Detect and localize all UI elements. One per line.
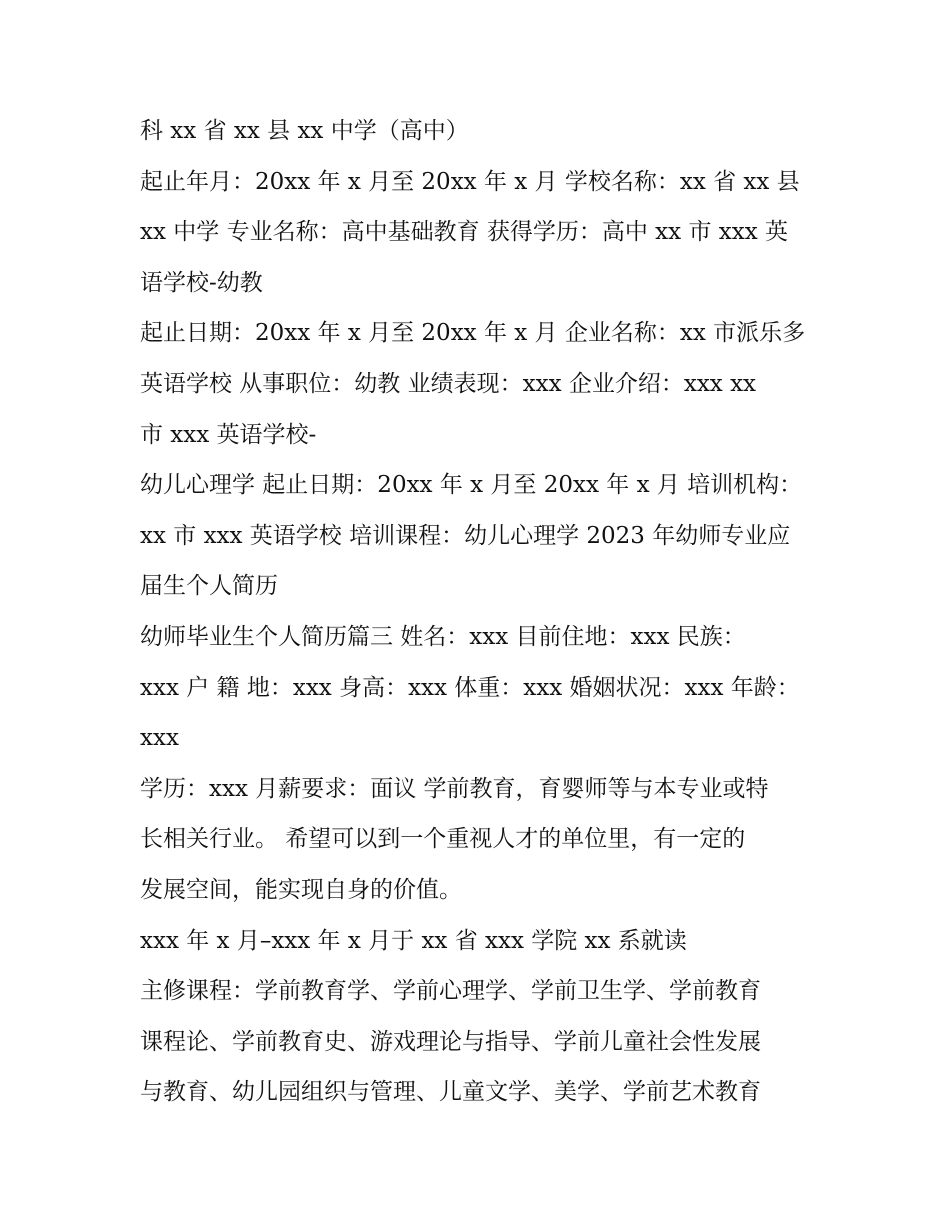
text-line: 市 xxx 英语学校- [140,421,317,448]
text-line: xxx 年 x 月–xxx 年 x 月于 xx 省 xxx 学院 xx 系就读 [140,927,687,954]
text-line: 届生个人简历 [140,573,278,600]
text-line: xxx 户 籍 地：xxx 身高：xxx 体重：xxx 婚姻状况：xxx 年龄： [140,674,800,701]
text-line: 幼儿心理学 起止日期：20xx 年 x 月至 20xx 年 x 月 培训机构： [140,472,803,499]
text-line: 发展空间，能实现自身的价值。 [140,876,462,903]
text-line: 起止年月：20xx 年 x 月至 20xx 年 x 月 学校名称：xx 省 xx 县 [140,168,800,195]
text-line: 课程论、学前教育史、游戏理论与指导、学前儿童社会性发展 [140,1028,761,1055]
text-line: 幼师毕业生个人简历篇三 姓名：xxx 目前住地：xxx 民族： [140,623,746,650]
text-line: 起止日期：20xx 年 x 月至 20xx 年 x 月 企业名称：xx 市派乐多 [140,320,806,347]
text-line: 科 xx 省 xx 县 xx 中学（高中） [140,118,469,144]
text-line: xx 中学 专业名称：高中基础教育 获得学历：高中 xx 市 xxx 英 [140,219,788,246]
document-body [140,106,820,1118]
text-line: xx 市 xxx 英语学校 培训课程：幼儿心理学 2023 年幼师专业应 [140,522,791,549]
text-line: 与教育、幼儿园组织与管理、儿童文学、美学、学前艺术教育 [140,1079,761,1106]
text-line: 长相关行业。 希望可以到一个重视人才的单位里，有一定的 [140,826,746,853]
text-line: 英语学校 从事职位：幼教 业绩表现：xxx 企业介绍：xxx xx [140,370,757,397]
text-line: 主修课程：学前教育学、学前心理学、学前卫生学、学前教育 [140,978,761,1005]
text-line: 语学校-幼教 [140,269,263,296]
text-line: 学历：xxx 月薪要求：面议 学前教育，育婴师等与本专业或特 [140,775,769,802]
text-line: xxx [140,725,179,752]
